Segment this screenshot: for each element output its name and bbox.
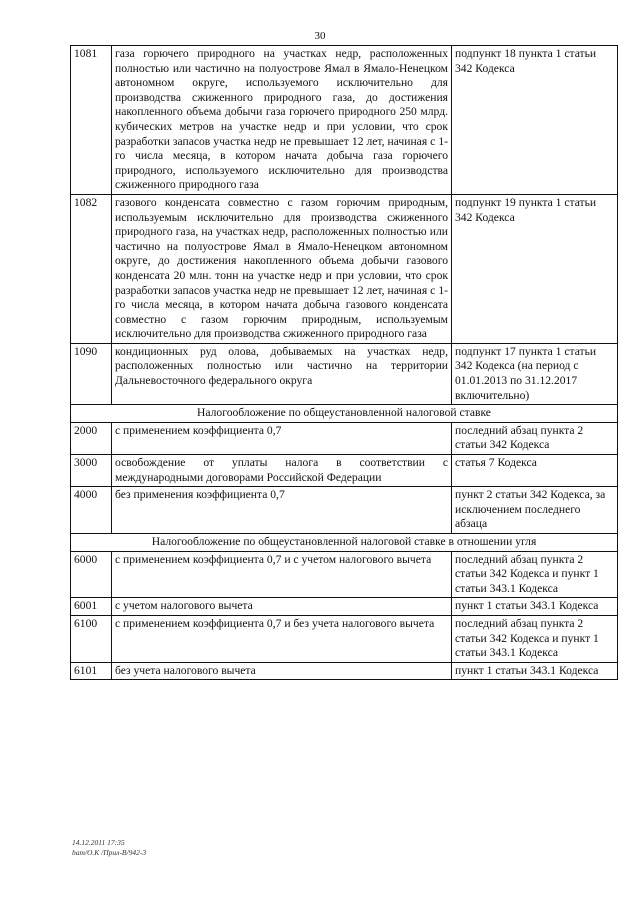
code-cell: 6001: [71, 598, 112, 616]
section-header: Налогообложение по общеустановленной налоговой ставке: [71, 405, 618, 423]
reference-cell: пункт 1 статьи 343.1 Кодекса: [452, 598, 618, 616]
description-cell: освобождение от уплаты налога в соответствии с международными договорами Российской Федерации: [112, 455, 452, 487]
section-header-row: [71, 534, 618, 552]
description-cell: с применением коэффициента 0,7 и без учета налогового вычета: [112, 615, 452, 662]
description-cell: газа горючего природного на участках недр, расположенных полностью или частично на полуострове Ямал в Ямало-Ненецком автономном округе, используемого исключительно для производства сжиженного природного газа, до достижения накопленного объема добычи газа горючего природного 250 млрд. кубических метров на участке недр и при условии, что срок разработки запасов участка недр не превышает 12 лет, начиная с 1-го числа месяца, в котором начата добыча газа горючего природного, используемого исключительно для производства сжиженного природного газа: [112, 46, 452, 195]
reference-cell: последний абзац пункта 2 статьи 342 Кодекса: [452, 422, 618, 454]
description-cell: с применением коэффициента 0,7: [112, 422, 452, 454]
document-footer: [72, 838, 146, 858]
section-header-row: [71, 405, 618, 423]
footer-file-reference: bam/O.K /Прил-В/942-3: [72, 848, 147, 857]
code-cell: 3000: [71, 455, 112, 487]
page-number: 30: [314, 30, 326, 42]
tax-code-table: [70, 45, 618, 680]
code-cell: 2000: [71, 422, 112, 454]
code-cell: 1081: [71, 46, 112, 195]
code-cell: 1090: [71, 343, 112, 404]
description-cell: с применением коэффициента 0,7 и с учетом налогового вычета: [112, 551, 452, 598]
reference-cell: подпункт 17 пункта 1 статьи 342 Кодекса (на период с 01.01.2013 по 31.12.2017 включительно): [452, 343, 618, 404]
code-cell: 6100: [71, 615, 112, 662]
reference-cell: подпункт 19 пункта 1 статьи 342 Кодекса: [452, 194, 618, 343]
code-cell: 6101: [71, 662, 112, 680]
code-cell: 1082: [71, 194, 112, 343]
description-cell: кондиционных руд олова, добываемых на участках недр, расположенных полностью или частично на территории Дальневосточного федерального округа: [112, 343, 452, 404]
table-row: [71, 551, 618, 598]
table-row: [71, 46, 618, 195]
section-header: Налогообложение по общеустановленной налоговой ставке в отношении угля: [71, 534, 618, 552]
table-row: [71, 343, 618, 404]
table-row: [71, 662, 618, 680]
reference-cell: последний абзац пункта 2 статьи 342 Кодекса и пункт 1 статьи 343.1 Кодекса: [452, 551, 618, 598]
table-row: [71, 455, 618, 487]
reference-cell: пункт 2 статьи 342 Кодекса, за исключением последнего абзаца: [452, 487, 618, 534]
table-row: [71, 194, 618, 343]
table-row: [71, 422, 618, 454]
description-cell: без применения коэффициента 0,7: [112, 487, 452, 534]
reference-cell: подпункт 18 пункта 1 статьи 342 Кодекса: [452, 46, 618, 195]
table-row: [71, 487, 618, 534]
footer-timestamp: 14.12.2011 17:35: [72, 838, 125, 847]
table-row: [71, 598, 618, 616]
description-cell: без учета налогового вычета: [112, 662, 452, 680]
code-cell: 4000: [71, 487, 112, 534]
table-row: [71, 615, 618, 662]
reference-cell: пункт 1 статьи 343.1 Кодекса: [452, 662, 618, 680]
description-cell: с учетом налогового вычета: [112, 598, 452, 616]
description-cell: газового конденсата совместно с газом горючим природным, используемым исключительно для производства сжиженного природного газа, на участках недр, расположенных полностью или частично на полуострове Ямал в Ямало-Ненецком автономном округе, до достижения накопленного объема добычи газового конденсата 20 млн. тонн на участке недр и при условии, что срок разработки запасов участка недр не превышает 12 лет, начиная с 1-го числа месяца, в котором начата добыча газового конденсата совместно с газом горючим природным, используемым исключительно для производства сжиженного природного газа: [112, 194, 452, 343]
reference-cell: статья 7 Кодекса: [452, 455, 618, 487]
code-cell: 6000: [71, 551, 112, 598]
reference-cell: последний абзац пункта 2 статьи 342 Кодекса и пункт 1 статьи 343.1 Кодекса: [452, 615, 618, 662]
